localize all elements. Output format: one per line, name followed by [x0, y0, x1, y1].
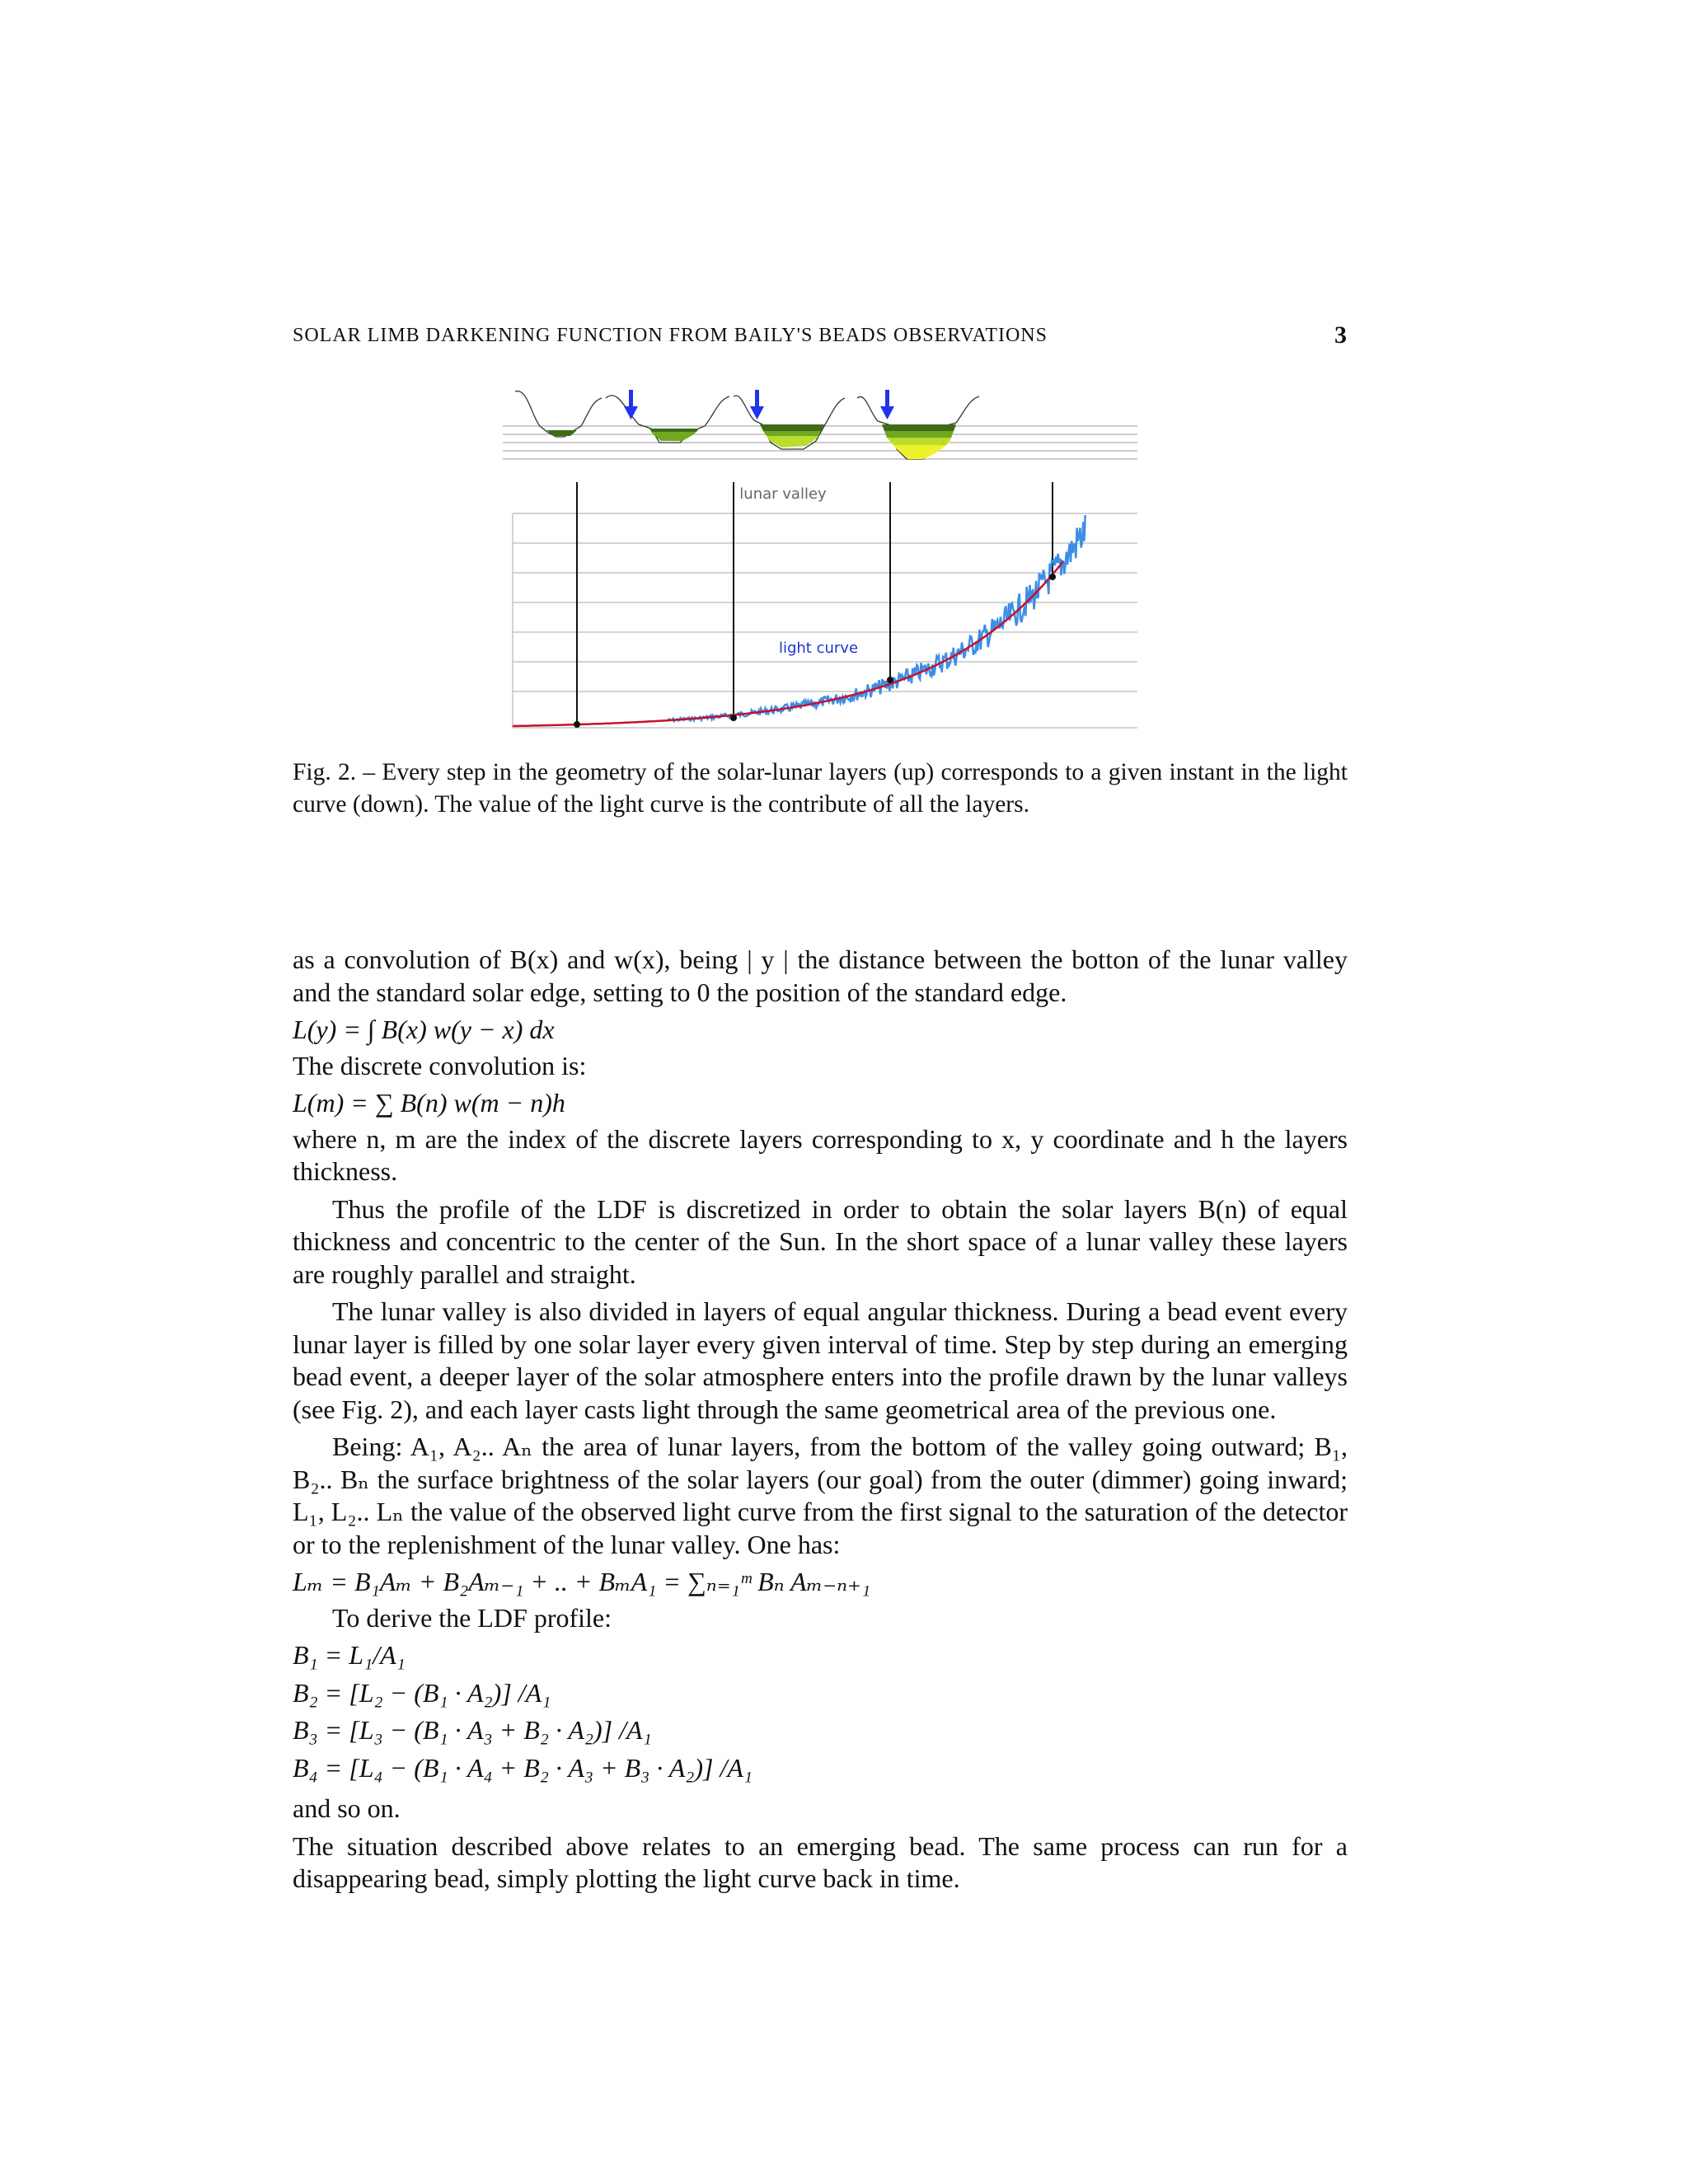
running-title: SOLAR LIMB DARKENING FUNCTION FROM BAILY'S BEADS OBSERVATIONS — [293, 325, 1048, 346]
equation: B₄ = [L₄ − (B₁ · A₄ + B₂ · A₃ + B₃ · A₂)] /A₁ — [293, 1752, 753, 1783]
equation: L(m) = ∑ B(n) w(m − n)h — [293, 1088, 565, 1118]
arrows — [624, 390, 894, 419]
label-light-curve: light curve — [778, 640, 859, 657]
light-curve-data — [667, 515, 1085, 721]
equation: L(y) = ∫ B(x) w(y − x) dx — [293, 1015, 555, 1044]
paragraph: The situation described above relates to an emerging bead. The same process can run for a disappearing bead, simply plotting the light curve back in time. — [293, 1830, 1348, 1893]
paragraph: The lunar valley is also divided in layers of equal angular thickness. During a bead event every lunar layer is filled by one solar layer every given interval of time. Step by step during an emerging bead event, a deeper layer of the solar atmosphere enters into the profile drawn by the lunar valleys (see Fig. 2), and each layer casts light through the same geometrical area of the previous one. — [293, 1296, 1348, 1424]
paragraph: Being: A₁, A₂.. Aₙ the area of lunar layers, from the bottom of the valley going outward; B₁, B₂.. Bₙ the surface brightness of the solar layers (our goal) from the outer (dimmer) going inward; L₁, L₂.. Lₙ the value of the observed light curve from the first signal to the saturation of the detector or to the replenishment of the lunar valley. One has: — [293, 1432, 1348, 1559]
lunar-valley-4 — [857, 396, 979, 459]
lunar-valley-3 — [734, 396, 845, 449]
equation: B₁ = L₁/A₁ — [293, 1640, 406, 1670]
paragraph: where n, m are the index of the discrete layers corresponding to x, y coordinate and h the layers thickness. — [293, 1123, 1348, 1186]
paragraph: as a convolution of B(x) and w(x), being | y | the distance between the botton of the lunar valley and the standard solar edge, setting to 0 the position of the standard edge. — [293, 944, 1348, 1007]
body-text — [293, 944, 1348, 1896]
marker-lines — [577, 482, 1053, 724]
lunar-valley-2 — [606, 396, 729, 443]
lunar-valley-1 — [515, 391, 602, 437]
paragraph: To derive the LDF profile: — [332, 1602, 612, 1633]
label-lunar-valley: lunar valley — [739, 485, 827, 503]
equation: B₂ = [L₂ − (B₁ · A₂)] /A₁ — [293, 1677, 551, 1708]
figure-2 — [495, 367, 1146, 746]
paragraph: Thus the profile of the LDF is discretized in order to obtain the solar layers B(n) of equal thickness and concentric to the center of the Sun. In the short space of a lunar valley these layers are roughly parallel and straight. — [293, 1193, 1348, 1289]
page-number: 3 — [1334, 321, 1348, 349]
equation: Lₘ = B₁Aₘ + B₂Aₘ₋₁ + .. + BₘA₁ = ∑ₙ₌₁ᵐ Bₙ Aₘ₋ₙ₊₁ — [293, 1567, 871, 1596]
paragraph: and so on. — [293, 1793, 401, 1823]
paragraph: The discrete convolution is: — [293, 1050, 587, 1080]
equation: B₃ = [L₃ − (B₁ · A₃ + B₂ · A₂)] /A₁ — [293, 1715, 652, 1745]
running-header — [293, 321, 1348, 354]
figure-caption: Fig. 2. – Every step in the geometry of the solar-lunar layers (up) corresponds to a given instant in the light curve (down). The value of the light curve is the contribute of all the layers. — [293, 759, 1348, 818]
